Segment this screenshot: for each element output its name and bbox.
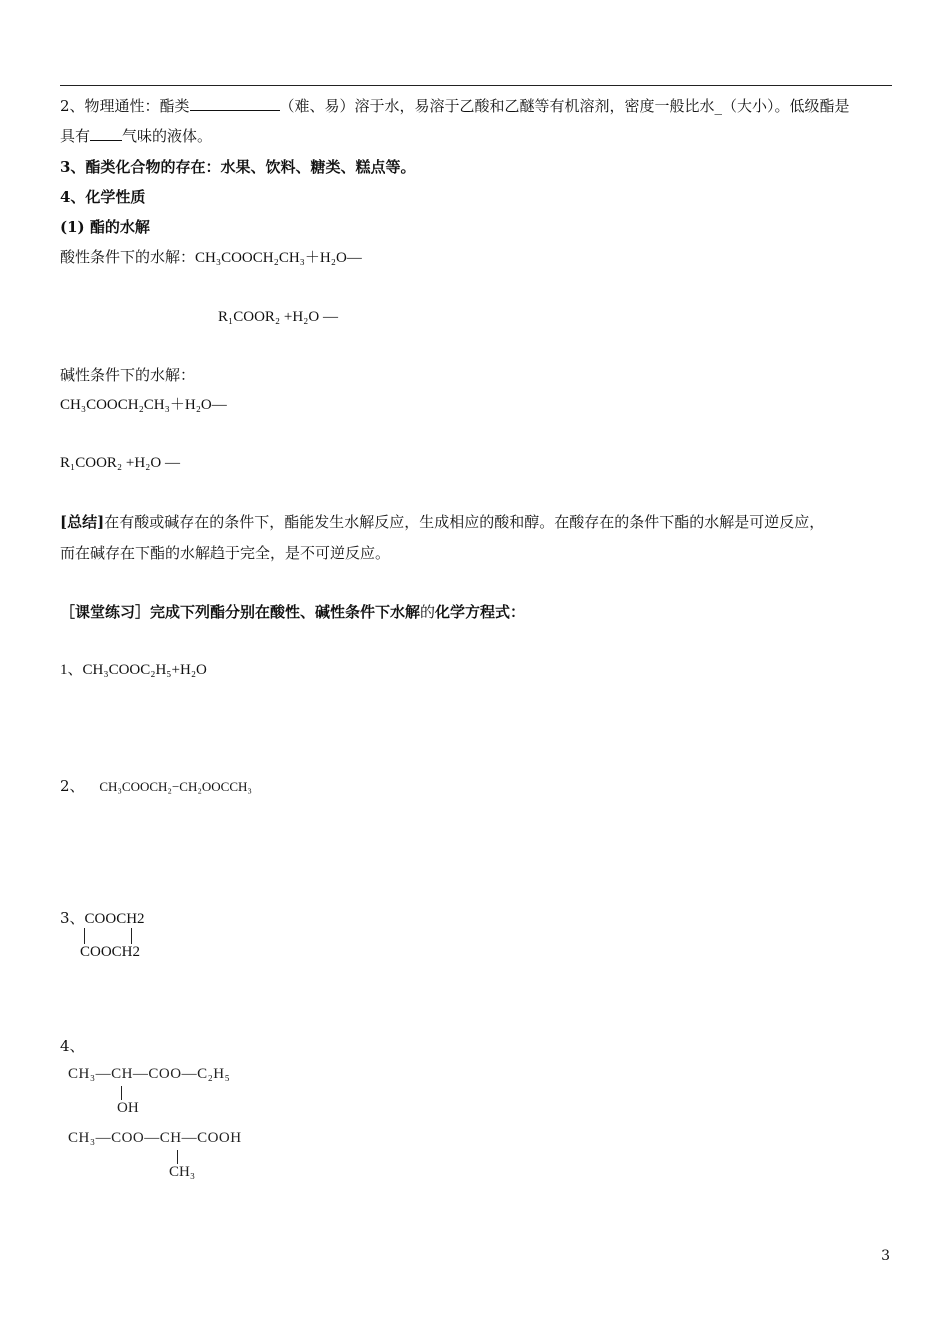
question-2-number: 2、 [60, 777, 85, 795]
question-4-ch3: CH₃ [169, 1164, 196, 1180]
blank-odor [90, 126, 122, 141]
base-equation-2: R₁COOR₂ +H₂O — [60, 455, 180, 471]
physical-property-text-d: 气味的液体。 [122, 127, 213, 145]
physical-property-text-a: 2、物理通性：酯类 [60, 97, 190, 115]
acid-hydrolysis-label: 酸性条件下的水解： [60, 248, 196, 266]
header-rule [60, 85, 892, 86]
question-3-number: 3、 [60, 909, 85, 927]
summary-text-1: 在有酸或碱存在的条件下，酯能发生水解反应，生成相应的酸和醇。在酸存在的条件下酯的水解是可逆反应， [104, 513, 825, 531]
physical-property-line-2 [60, 125, 212, 147]
exercise-question-2 [60, 775, 252, 798]
question-4-structure-2: CH₃—COO—CH—COOH [68, 1130, 242, 1146]
summary-tag: [总结] [60, 513, 105, 531]
acid-equation-1: CH₃COOCH₂CH₃＋H₂O— [195, 250, 362, 266]
question-3-bottom: COOCH2 [80, 944, 141, 960]
exercise-header [60, 601, 525, 623]
question-3-top: COOCH2 [84, 911, 145, 927]
summary-line-2: 而在碱存在下酯的水解趋于完全，是不可逆反应。 [60, 544, 391, 562]
chemical-property-heading: 4、化学性质 [60, 188, 146, 206]
question-4-bond-oh [121, 1086, 122, 1100]
question-2-formula: CH₃COOCH₂−CH₂OOCCH₃ [99, 779, 252, 794]
hydrolysis-heading: (1) 酯的水解 [60, 218, 150, 236]
exercise-header-a: ［课堂练习］完成下列酯分别在酸性、碱性条件下水解 [60, 603, 421, 621]
blank-solubility [190, 96, 280, 111]
summary-line-1 [60, 511, 824, 533]
exercise-question-1: 1、CH₃COOC₂H₅+H₂O [60, 662, 207, 678]
question-4-structure-1: CH₃—CH—COO—C₂H₅ [68, 1066, 231, 1082]
base-hydrolysis-label: 碱性条件下的水解： [60, 366, 196, 384]
question-4-oh: OH [117, 1100, 139, 1116]
exercise-header-b: 的 [420, 603, 436, 621]
existence-heading: 3、酯类化合物的存在：水果、饮料、糖类、糕点等。 [60, 158, 416, 176]
question-4-number: 4、 [60, 1037, 85, 1055]
page-number: 3 [881, 1248, 890, 1264]
base-equation-1: CH₃COOCH₂CH₃＋H₂O— [60, 397, 227, 413]
exercise-question-3 [60, 907, 145, 930]
physical-property-line-1 [60, 95, 850, 117]
physical-property-text-b: （难、易）溶于水，易溶于乙酸和乙醚等有机溶剂，密度一般比水_（大小）。低级酯是 [279, 97, 850, 115]
question-4-bond-ch3 [177, 1150, 178, 1164]
physical-property-text-c: 具有 [60, 127, 91, 145]
acid-hydrolysis-line [60, 246, 362, 269]
exercise-header-c: 化学方程式： [435, 603, 526, 621]
acid-equation-2: R₁COOR₂ +H₂O — [218, 309, 338, 325]
